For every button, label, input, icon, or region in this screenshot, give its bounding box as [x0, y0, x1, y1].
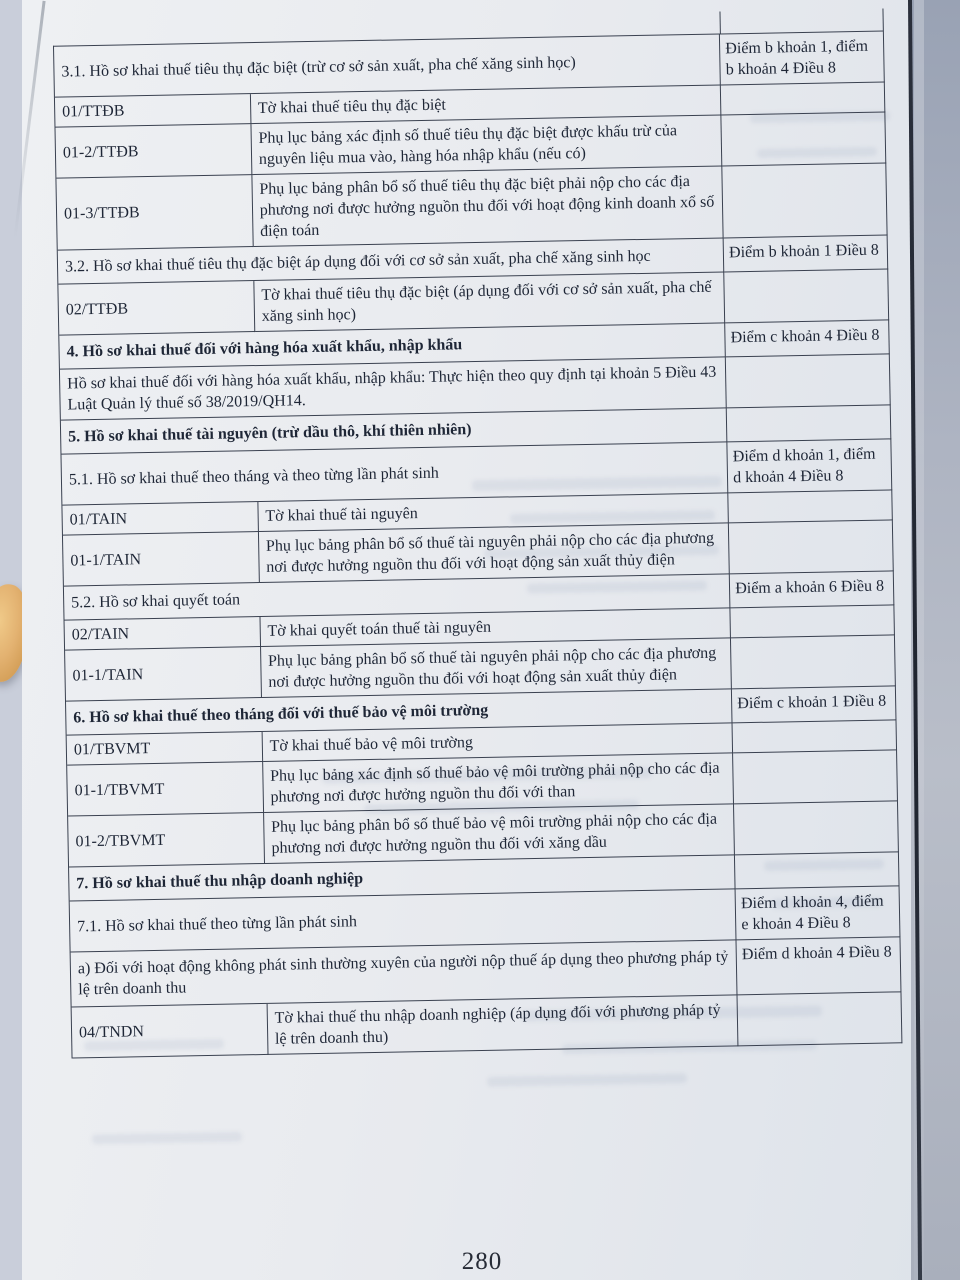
form-description-cell: Phụ lục bảng xác định số thuế tiêu thụ đặc biệt được khấu trừ của nguyên liệu mua vào, hàng hóa nhập khẩu (nếu có) [251, 115, 722, 175]
page-fold-crease [13, 1, 45, 240]
legal-reference-cell: Điểm a khoản 6 Điều 8 [730, 571, 894, 608]
form-code-cell: 02/TTĐB [58, 281, 255, 336]
section-text-cell: 6. Hồ sơ khai thuế theo tháng đối với thuế bảo vệ môi trường [66, 689, 733, 735]
legal-reference-cell: Điểm d khoản 4, điểm e khoản 4 Điều 8 [736, 886, 901, 940]
legal-reference-cell [738, 992, 903, 1046]
legal-reference-cell [721, 82, 885, 115]
bleed-through-mark [487, 1073, 687, 1086]
legal-reference-cell [731, 605, 895, 638]
legal-reference-cell [733, 750, 898, 804]
form-description-cell: Phụ lục bảng xác định số thuế bảo vệ môi trường phải nộp cho các địa phương nơi được hưởng nguồn thu đối với than [263, 753, 734, 813]
form-description-cell: Tờ khai thuế tài nguyên [258, 493, 729, 532]
form-code-cell: 01-2/TBVMT [68, 813, 265, 868]
section-text-cell: 5. Hồ sơ khai thuế tài nguyên (trừ dầu thô, khí thiên nhiên) [61, 408, 728, 454]
legal-reference-cell: Điểm c khoản 1 Điều 8 [732, 686, 896, 723]
form-code-cell: 04/TNDN [72, 1004, 269, 1059]
form-code-cell: 01-1/TBVMT [67, 762, 264, 817]
tax-forms-table [53, 8, 904, 1058]
form-description-cell: Phụ lục bảng phân bổ số thuế bảo vệ môi trường phải nộp cho các địa phương nơi được hưởng nguồn thu đối với xăng dầu [264, 804, 735, 864]
section-text-cell: 3.2. Hồ sơ khai thuế tiêu thụ đặc biệt áp dụng đối với cơ sở sản xuất, pha chế xăng sinh học [58, 238, 725, 284]
section-text-cell: 5.2. Hồ sơ khai quyết toán [64, 574, 731, 620]
section-text-cell: 7. Hồ sơ khai thuế thu nhập doanh nghiệp [69, 855, 736, 901]
form-code-cell: 01-3/TTĐB [56, 175, 253, 251]
reference-column-stub [719, 8, 883, 33]
form-code-cell: 01-2/TTĐB [55, 124, 252, 179]
form-code-cell: 01/TAIN [62, 502, 258, 536]
legal-reference-cell [729, 520, 894, 574]
form-description-cell: Tờ khai thuế tiêu thụ đặc biệt [251, 85, 722, 124]
section-text-cell: 4. Hồ sơ khai thuế đối với hàng hóa xuất khẩu, nhập khẩu [59, 323, 726, 369]
form-description-cell: Tờ khai thuế tiêu thụ đặc biệt (áp dụng đối với cơ sở sản xuất, pha chế xăng sinh học) [254, 272, 725, 332]
form-description-cell: Tờ khai thuế bảo vệ môi trường [262, 723, 733, 762]
form-code-cell: 02/TAIN [65, 617, 261, 651]
form-code-cell: 01/TBVMT [67, 732, 263, 766]
form-description-cell: Tờ khai quyết toán thuế tài nguyên [260, 608, 731, 647]
legal-reference-cell [722, 112, 887, 166]
section-text-cell: a) Đối với hoạt động không phát sinh thường xuyên của người nộp thuế áp dụng theo phương pháp tỷ lệ trên doanh thu [71, 940, 738, 1007]
legal-reference-cell [731, 635, 896, 689]
section-text-cell: 5.1. Hồ sơ khai thuế theo tháng và theo từng lần phát sinh [61, 442, 728, 505]
page-number: 280 [461, 1248, 503, 1275]
legal-reference-cell [735, 852, 899, 889]
legal-reference-cell [733, 720, 897, 753]
form-description-cell: Tờ khai thuế thu nhập doanh nghiệp (áp dụng đối với phương pháp tỷ lệ trên doanh thu) [267, 995, 738, 1055]
form-description-cell: Phụ lục bảng phân bổ số thuế tài nguyên phải nộp cho các địa phương nơi được hưởng nguồn thu đối với hoạt động sản xuất thủy điện [261, 638, 732, 698]
legal-reference-cell [724, 269, 889, 323]
form-description-cell: Phụ lục bảng phân bổ số thuế tài nguyên phải nộp cho các địa phương nơi được hưởng nguồn thu đối với hoạt động sản xuất thủy điện [259, 523, 730, 583]
form-code-cell: 01-1/TAIN [63, 532, 260, 587]
section-text-cell: 3.1. Hồ sơ khai thuế tiêu thụ đặc biệt (trừ cơ sở sản xuất, pha chế xăng sinh học) [54, 34, 721, 97]
form-code-cell: 01/TTĐB [55, 94, 251, 128]
legal-reference-cell: Điểm d khoản 4 Điều 8 [737, 937, 902, 995]
section-text-cell: 7.1. Hồ sơ khai thuế theo từng lần phát sinh [70, 889, 737, 952]
legal-reference-cell [728, 490, 892, 523]
legal-reference-cell: Điểm c khoản 4 Điều 8 [725, 320, 889, 357]
section-text-cell: Hồ sơ khai thuế đối với hàng hóa xuất khẩu, nhập khẩu: Thực hiện theo quy định tại khoản 5 Điều 43 Luật Quản lý thuế số 38/2019/QH14. [60, 357, 727, 420]
bleed-through-mark [92, 1132, 242, 1145]
legal-reference-cell: Điểm b khoản 1 Điều 8 [724, 235, 888, 272]
legal-reference-cell [726, 354, 891, 408]
legal-reference-cell [727, 405, 891, 442]
legal-reference-cell: Điểm b khoản 1, điểm b khoản 4 Điều 8 [720, 31, 885, 85]
legal-reference-cell [734, 801, 899, 855]
legal-reference-cell [723, 163, 888, 238]
form-description-cell: Phụ lục bảng phân bổ số thuế tiêu thụ đặc biệt phải nộp cho các địa phương nơi được hưởng nguồn thu đối với hoạt động kinh doanh xổ số điện toán [252, 166, 724, 247]
legal-reference-cell: Điểm d khoản 1, điểm d khoản 4 Điều 8 [728, 439, 893, 493]
tax-table-body [53, 30, 902, 1058]
form-code-cell: 01-1/TAIN [65, 647, 262, 702]
